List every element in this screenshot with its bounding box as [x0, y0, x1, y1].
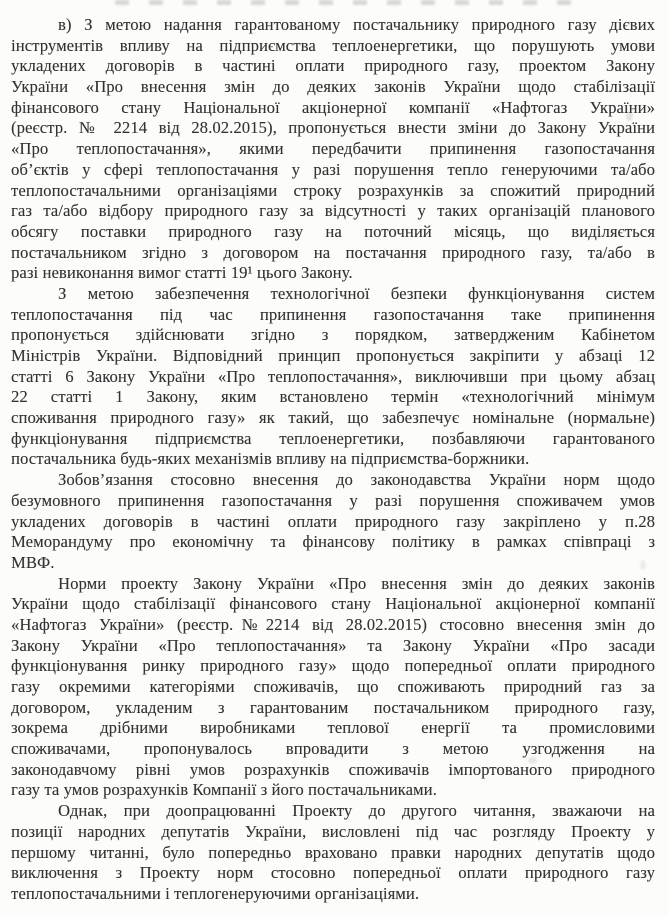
- text-line: постачальника будь-яких механізмів впливу на підприємства-боржники.: [11, 449, 530, 469]
- text-line: Міністрів України. Відповідний принцип пропонується закріпити у абзаці 12: [11, 346, 655, 365]
- text-line: постачальником згідно з договором на постачання природного газу, та/або в: [11, 242, 655, 262]
- text-line: обсягу поставки природного газу на поточний місяць, що виділяється: [11, 221, 655, 241]
- text-line: укладених договорів в частині оплати природного газу, проектом Закону: [11, 56, 655, 76]
- text-line: виключення з Проекту норм стосовно попередньої оплати природного газу: [11, 863, 655, 883]
- text-line: МВФ.: [11, 552, 55, 572]
- text-line: газу окремими категоріями споживачів, що споживають природний газ за: [11, 677, 655, 696]
- text-line: (реєстр. № 2214 від 28.02.2015), пропонується внести зміни до Закону України: [11, 118, 655, 138]
- text-line: Меморандуму про економічну та фінансову політику в рамках співпраці з: [11, 532, 655, 552]
- text-line: безумовного припинення газопостачання у разі порушення споживачем умов: [11, 490, 655, 510]
- text-line: Однак, при доопрацюванні Проекту до другого читання, зважаючи на: [58, 801, 655, 821]
- text-line: першому читанні, було попередньо враховано правки народних депутатів щодо: [11, 842, 655, 862]
- text-line: об’єктів у сфері теплопостачання у разі порушення тепло генеруючими та/або: [11, 159, 655, 179]
- text-line: Закону України «Про теплопостачання» та Закону України «Про засади: [11, 635, 655, 655]
- text-line: функціонування ринку природного газу» щодо попередньої оплати природного: [11, 656, 655, 676]
- text-line: споживачами, пропонувалось впровадити з метою узгодження на: [11, 739, 655, 759]
- text-line: «Про теплопостачання», якими передбачити припинення газопостачання: [11, 139, 655, 159]
- document-text: [11, 15, 655, 905]
- text-line: Зобов’язання стосовно внесення до законодавства України норм щодо: [58, 470, 655, 490]
- text-line: споживання природного газу» як такий, що забезпечує номінальне (нормальне): [11, 408, 655, 428]
- text-line: теплопостачальними і теплогенеруючими організаціями.: [11, 883, 420, 903]
- text-line: пропонується здійснювати згідно з порядком, затвердженим Кабінетом: [11, 325, 655, 345]
- text-line: позиції народних депутатів України, висловлені під час розгляду Проекту у: [11, 821, 655, 841]
- text-line: фінансового стану Національної акціонерної компанії «Нафтогаз України»: [11, 97, 655, 117]
- text-line: функціонування підприємства теплоенергетики, позбавляючи гарантованого: [11, 428, 655, 448]
- text-line: газу та умов розрахунків Компанії з його постачальниками.: [11, 780, 437, 800]
- text-line: зокрема дрібними виробниками теплової енергії та промисловими: [11, 718, 655, 738]
- text-line: України «Про внесення змін до деяких законів України щодо стабілізації: [11, 77, 655, 97]
- text-line: З метою забезпечення технологічної безпеки функціонування систем: [58, 283, 655, 303]
- text-line: в) З метою надання гарантованому постачальнику природного газу дієвих: [58, 15, 655, 34]
- text-line: 22 статті 1 Закону, яким встановлено термін «технологічний мінімум: [11, 387, 655, 407]
- text-line: договором, укладеним з гарантованим постачальником природного газу,: [11, 697, 655, 717]
- text-line: України щодо стабілізації фінансового стану Національної акціонерної компанії: [11, 594, 655, 614]
- text-line: газ та/або відбору природного газу за відсутності у таких організацій планового: [11, 201, 655, 221]
- text-line: «Нафтогаз України» (реєстр.№2214 від 28.02.2015) стосовно внесення змін до: [11, 614, 655, 634]
- text-line: укладених договорів в частині оплати природного газу закріплено у п.28: [11, 511, 655, 531]
- text-line: законодавчому рівні умов розрахунків споживачів імпортованого природного: [11, 759, 655, 779]
- text-line: інструментів впливу на підприємства теплоенергетики, що порушують умови: [11, 35, 655, 55]
- text-line: статті 6 Закону України «Про теплопостачання», виключивши при цьому абзац: [11, 366, 655, 386]
- text-line: разі невиконання вимог статті 19¹ цього Закону.: [11, 263, 353, 283]
- scan-artifact-top-text-remnant: [115, 0, 585, 5]
- text-line: Норми проекту Закону України «Про внесення змін до деяких законів: [58, 573, 655, 593]
- text-line: теплопостачання під час припинення газопостачання таке припинення: [11, 304, 655, 324]
- text-line: теплопостачальними організаціями строку розрахунків за спожитий природний: [11, 180, 655, 200]
